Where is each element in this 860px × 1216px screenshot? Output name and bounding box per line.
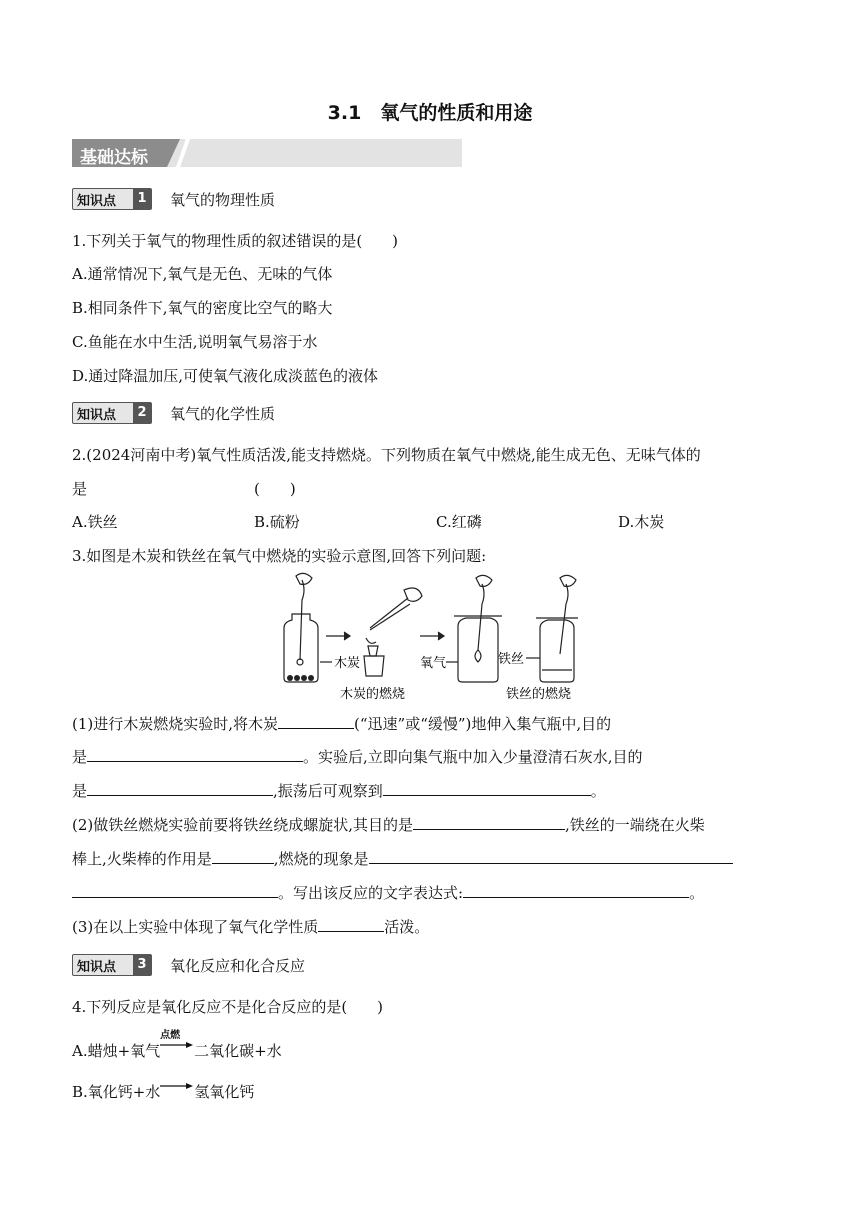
page-title: 3.1 氧气的性质和用途: [327, 102, 533, 124]
q2-option-a: A.铁丝: [72, 513, 118, 531]
kp-title: 氧气的物理性质: [170, 191, 276, 209]
label-oxygen: 氧气: [420, 656, 447, 671]
blank-speed[interactable]: [278, 714, 354, 729]
q3-part2-line3: 。写出该反应的文字表达式: 。: [72, 882, 704, 903]
q4-option-a: A.蜡烛+氧气 点燃 二氧化碳+水: [72, 1040, 472, 1064]
q1-option-d: D.通过降温加压,可使氧气液化成淡蓝色的液体: [72, 367, 379, 385]
q1-option-c: C.鱼能在水中生活,说明氧气易溶于水: [72, 333, 318, 351]
kp-title: 氧化反应和化合反应: [170, 957, 306, 975]
q3-part3: (3)在以上实验中体现了氧气化学性质 活泼。: [72, 918, 430, 936]
banner-label: 基础达标: [80, 148, 148, 168]
q3-stem: 3.如图是木炭和铁丝在氧气中燃烧的实验示意图,回答下列问题:: [72, 547, 487, 565]
kp-badge: 知识点 3: [72, 954, 152, 976]
q4-stem: 4.下列反应是氧化反应不是化合反应的是( ): [72, 998, 384, 1016]
q2-option-c: C.红磷: [436, 513, 482, 531]
q2-option-d: D.木炭: [618, 513, 665, 531]
q3-part2-line1: (2)做铁丝燃烧实验前要将铁丝绕成螺旋状,其目的是 ,铁丝的一端绕在火柴: [72, 816, 705, 834]
kp-badge: 知识点 1: [72, 188, 152, 210]
blank-phenomenon[interactable]: [369, 849, 733, 864]
q2-option-b: B.硫粉: [254, 513, 300, 531]
reaction-arrow: [160, 1030, 194, 1056]
blank-match-role[interactable]: [212, 849, 274, 864]
condition-ignite: 点燃: [160, 1030, 181, 1041]
q2-stem: 2.(2024河南中考)氧气性质活泼,能支持燃烧。下列物质在氧气中燃烧,能生成无色、无味气体的: [72, 446, 701, 464]
caption-iron-burning: 铁丝的燃烧: [506, 687, 572, 702]
q1-stem: 1.下列关于氧气的物理性质的叙述错误的是( ): [72, 232, 399, 250]
q3-part1-line2: 是 。实验后,立即向集气瓶中加入少量澄清石灰水,目的: [72, 748, 643, 766]
q4-option-b: B.氧化钙+水 氢氧化钙: [72, 1083, 255, 1101]
knowledge-point-2: [72, 402, 472, 422]
q3-part1-line1: (1)进行木炭燃烧实验时,将木炭 (“迅速”或“缓慢”)地伸入集气瓶中,目的: [72, 715, 612, 733]
q2-answer-paren: ( ): [254, 480, 296, 498]
blank-limewater-purpose[interactable]: [87, 781, 273, 796]
blank-spiral-purpose[interactable]: [413, 815, 565, 830]
q1-option-a: A.通常情况下,氧气是无色、无味的气体: [72, 265, 333, 283]
blank-word-equation[interactable]: [463, 883, 689, 898]
knowledge-point-1: [72, 188, 472, 208]
blank-phenomenon-cont[interactable]: [72, 883, 278, 898]
label-charcoal: 木炭: [334, 656, 361, 671]
kp-title: 氧气的化学性质: [170, 405, 276, 423]
blank-purpose[interactable]: [87, 747, 303, 762]
q1-option-b: B.相同条件下,氧气的密度比空气的略大: [72, 299, 333, 317]
section-banner: [72, 139, 462, 167]
q3-part2-line2: 棒上,火柴棒的作用是 ,燃烧的现象是: [72, 848, 733, 869]
caption-charcoal-burning: 木炭的燃烧: [340, 687, 406, 702]
experiment-figure: [270, 570, 600, 706]
q2-stem-cont: 是: [72, 480, 88, 498]
blank-observation[interactable]: [383, 781, 591, 796]
reaction-arrow: [160, 1083, 194, 1097]
blank-property[interactable]: [318, 917, 384, 932]
knowledge-point-3: [72, 954, 472, 974]
q3-part1-line3: 是 ,振荡后可观察到 。: [72, 782, 606, 800]
label-iron-wire: 铁丝: [498, 652, 525, 667]
kp-badge: 知识点 2: [72, 402, 152, 424]
